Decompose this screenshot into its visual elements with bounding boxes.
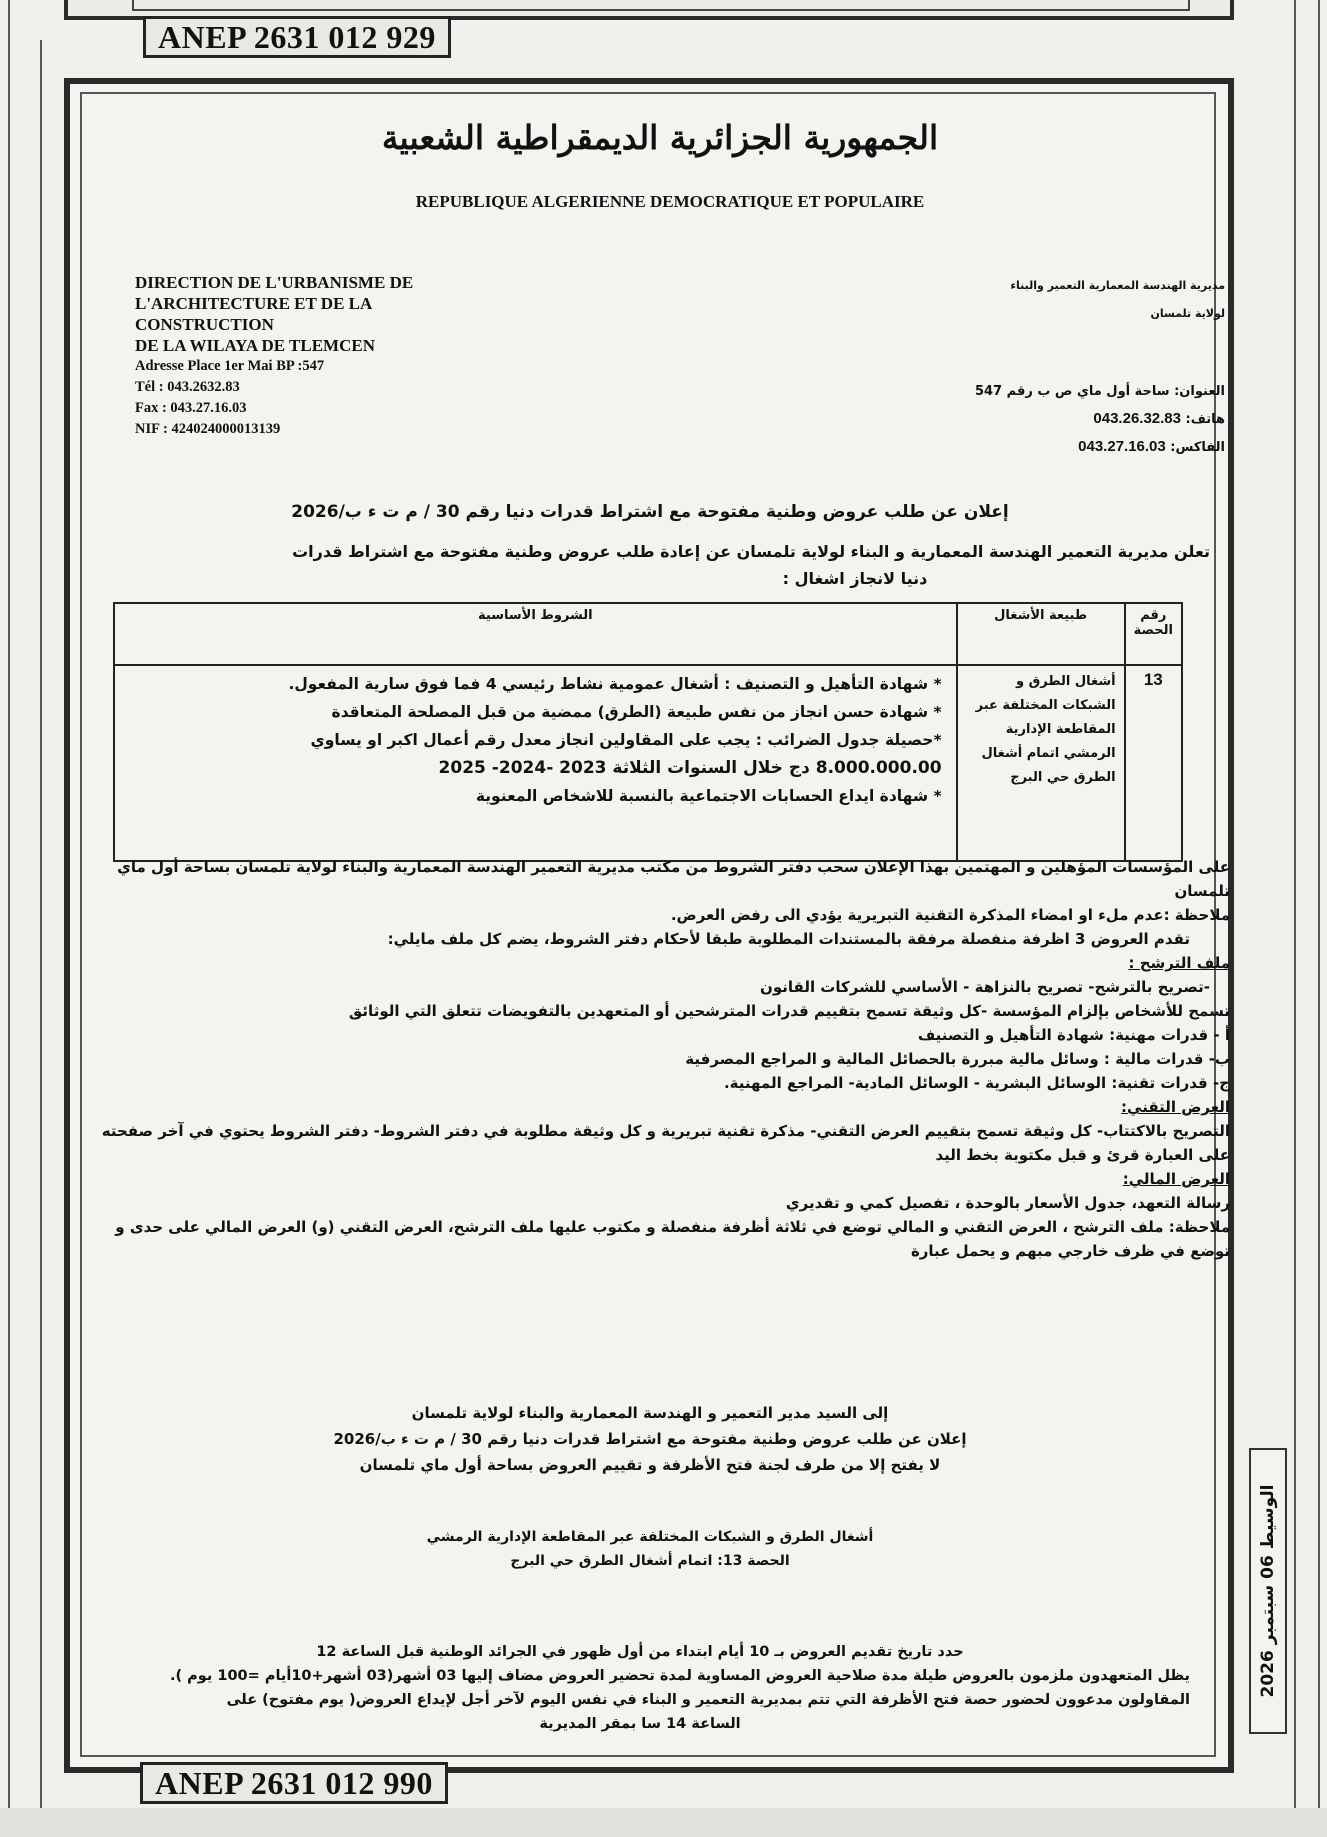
issuer-arabic-block: [1000, 272, 1225, 328]
lot-number: 13: [1125, 665, 1182, 861]
condition-3: *حصيلة جدول الضرائب : يجب على المقاولين انجاز معدل رقم أعمال اكبر او يساوي: [310, 731, 942, 749]
technical-1: التصريح بالاكتتاب- كل وثيقة تسمح بتقييم العرض التقني- مذكرة تقنية تبريرية و كل وثيقة مطلوبة في دفتر الشروط- دفتر الشروط يحتوي في آخر صفحته: [101, 1122, 1230, 1140]
condition-1: * شهادة التأهيل و التصنيف : أشغال عمومية نشاط رئيسي 4 فما فوق سارية المفعول.: [288, 675, 942, 693]
notice-intro-line1: تعلن مديرية التعمير الهندسة المعمارية و البناء لولاية تلمسان عن إعادة طلب عروض وطنية مفتوحة مع اشتراط قدرات: [292, 542, 1210, 561]
issuer-arabic-contact: [930, 378, 1225, 461]
body-note: ملاحظة :عدم ملء او امضاء المذكرة التقنية التبريرية يؤدي الى رفض العرض.: [670, 906, 1230, 924]
anep-reference-top: ANEP 2631 012 929: [143, 16, 451, 58]
envelope-line2: إعلان عن طلب عروض وطنية مفتوحة مع اشتراط قدرات دنيا رقم 30 / م ت ء ب/2026: [333, 1430, 967, 1448]
issuer-fr-line4: DE LA WILAYA DE TLEMCEN: [135, 336, 375, 355]
deadline-line2: يظل المتعهدون ملزمون بالعروض طيلة مدة صلاحية العروض المساوية لمدة تحضير العروض مضاف إليها 03 أشهر(03 أشهر+10أيام =100 يوم ).: [169, 1668, 1190, 1684]
issuer-ar-line1: مديرية الهندسة المعمارية التعمير والبناء: [1010, 279, 1225, 292]
candidacy-1: -تصريح بالترشح- تصريح بالنزاهة - الأساسي للشركات القانون: [760, 978, 1210, 996]
col-lot-header: رقم الحصة: [1125, 603, 1182, 665]
issuer-fr-tel: Tél : 043.2632.83: [135, 379, 240, 395]
publication-date-text: الوسيط 06 سبتمبر 2026: [1258, 1484, 1278, 1698]
margin-line-right: [1294, 0, 1296, 1837]
financial-2: ملاحظة: ملف الترشح ، العرض التقني و المالي توضع في ثلاثة أظرفة منفصلة و مكتوب عليها ملف الترشح، العرض التقني (و) العرض المالي على حدى و: [115, 1218, 1230, 1236]
issuer-french-block: [135, 272, 495, 440]
heading-technical: العرض التقني:: [1121, 1098, 1230, 1116]
deadline-block: [90, 1640, 1190, 1736]
candidacy-3: أ - قدرات مهنية: شهادة التأهيل و التصنيف: [917, 1026, 1230, 1044]
heading-candidacy: ملف الترشح :: [1128, 954, 1230, 972]
envelope-text: [200, 1400, 1100, 1478]
issuer-fr-line1: DIRECTION DE L'URBANISME DE: [135, 273, 414, 292]
issuer-fr-line2: L'ARCHITECTURE ET DE LA: [135, 294, 373, 313]
financial-3: توضع في ظرف خارجي مبهم و يحمل عبارة: [910, 1242, 1230, 1260]
page-bottom-edge: [0, 1808, 1327, 1837]
condition-5: * شهادة ايداع الحسابات الاجتماعية بالنسبة للاشخاص المعنوية: [475, 787, 942, 805]
margin-line-left: [8, 0, 10, 1837]
heading-financial: العرض المالي:: [1122, 1170, 1230, 1188]
issuer-ar-fax: الفاكس: 043.27.16.03: [1078, 438, 1225, 455]
envelope-line3: لا يفتح إلا من طرف لجنة فتح الأظرفة و تقييم العروض بساحة أول ماي تلمسان: [359, 1456, 941, 1474]
condition-2: * شهادة حسن انجاز من نفس طبيعة (الطرق) ممضية من قبل المصلحة المتعاقدة: [331, 703, 942, 721]
issuer-ar-line2: لولاية تلمسان: [1150, 307, 1225, 320]
conditions-cell: [114, 665, 957, 861]
candidacy-2: تسمح للأشخاص بإلزام المؤسسة -كل وثيقة تسمح بتقييم قدرات المترشحين أو المتعهدين بالتفويضات تتعلق التي الوثائق: [348, 1002, 1230, 1020]
works-table: [113, 602, 1183, 862]
col-nature-header: طبيعة الأشغال: [957, 603, 1125, 665]
issuer-fr-address: Adresse Place 1er Mai BP :547: [135, 358, 325, 374]
country-title-arabic: الجمهورية الجزائرية الديمقراطية الشعبية: [381, 118, 939, 157]
issuer-fr-fax: Fax : 043.27.16.03: [135, 400, 247, 416]
envelope-line5: الحصة 13: اتمام أشغال الطرق حي البرج: [510, 1553, 790, 1569]
candidacy-4: ب- قدرات مالية : وسائل مالية مبررة بالحصائل المالية و المراجع المصرفية: [685, 1050, 1230, 1068]
envelope-line1: إلى السيد مدير التعمير و الهندسة المعمارية والبناء لولاية تلمسان: [411, 1404, 889, 1422]
country-title-french: REPUBLIQUE ALGERIENNE DEMOCRATIQUE ET POPULAIRE: [415, 192, 925, 211]
body-p1: على المؤسسات المؤهلين و المهتمين بهذا الإعلان سحب دفتر الشروط من مكتب مديرية التعمير الهندسة المعمارية والبناء لولاية تلمسان بساحة أول ماي: [117, 858, 1230, 876]
envelope-line4: أشغال الطرق و الشبكات المختلفة عبر المقاطعة الإدارية الرمشي: [426, 1529, 874, 1545]
condition-4: 8.000.000.00 دج خلال السنوات الثلاثة 2023 -2024- 2025: [438, 758, 942, 778]
table-row: [114, 665, 1182, 861]
margin-line-right-outer: [1318, 0, 1320, 1837]
deadline-line3: المقاولون مدعوون لحضور حصة فتح الأظرفة التي تتم بمديرية التعمير و البناء في نفس اليوم لآخر أجل لإيداع العروض( يوم مفتوح) على: [226, 1692, 1190, 1708]
issuer-ar-tel: هاتف: 043.26.32.83: [1093, 410, 1225, 427]
issuer-fr-line3: CONSTRUCTION: [135, 315, 274, 334]
notice-headline: إعلان عن طلب عروض وطنية مفتوحة مع اشتراط قدرات دنيا رقم 30 / م ت ء ب/2026: [291, 502, 1009, 522]
body-p2: تقدم العروض 3 اظرفة منفصلة مرفقة بالمستندات المطلوبة طبقا لأحكام دفتر الشروط، يضم كل ملف مايلي:: [387, 930, 1190, 948]
works-nature: أشغال الطرق و الشبكات المختلفة عبر المقاطعة الإدارية الرمشي اتمام أشغال الطرق حي البرج: [957, 665, 1125, 861]
issuer-fr-nif: NIF : 424024000013139: [135, 421, 281, 437]
deadline-line1: حدد تاريخ تقديم العروض بـ 10 أيام ابتداء من أول ظهور في الجرائد الوطنية قبل الساعة 12: [316, 1644, 964, 1660]
candidacy-5: ج- قدرات تقنية: الوسائل البشرية - الوسائل المادية- المراجع المهنية.: [723, 1074, 1230, 1092]
notice-intro-line2: دنيا لانجاز اشغال :: [782, 569, 928, 588]
publication-date-stamp: [1249, 1448, 1287, 1734]
technical-2: على العبارة قرئ و قبل مكتوبة بخط اليد: [935, 1146, 1230, 1164]
deadline-line4: الساعة 14 سا بمقر المديرية: [539, 1716, 741, 1732]
envelope-lot: [200, 1525, 1100, 1573]
issuer-ar-address: العنوان: ساحة أول ماي ص ب رقم 547: [974, 384, 1225, 399]
financial-1: رسالة التعهد، جدول الأسعار بالوحدة ، تفصيل كمي و تقديري: [785, 1194, 1230, 1212]
col-conditions-header: الشروط الأساسية: [114, 603, 957, 665]
works-table-header: [114, 603, 1182, 665]
margin-line-left-inner: [40, 40, 42, 1837]
notice-intro: [200, 538, 1210, 592]
notice-body: [85, 855, 1230, 1263]
body-p1b: تلمسان: [1174, 882, 1230, 900]
anep-reference-bottom: ANEP 2631 012 990: [140, 1762, 448, 1804]
